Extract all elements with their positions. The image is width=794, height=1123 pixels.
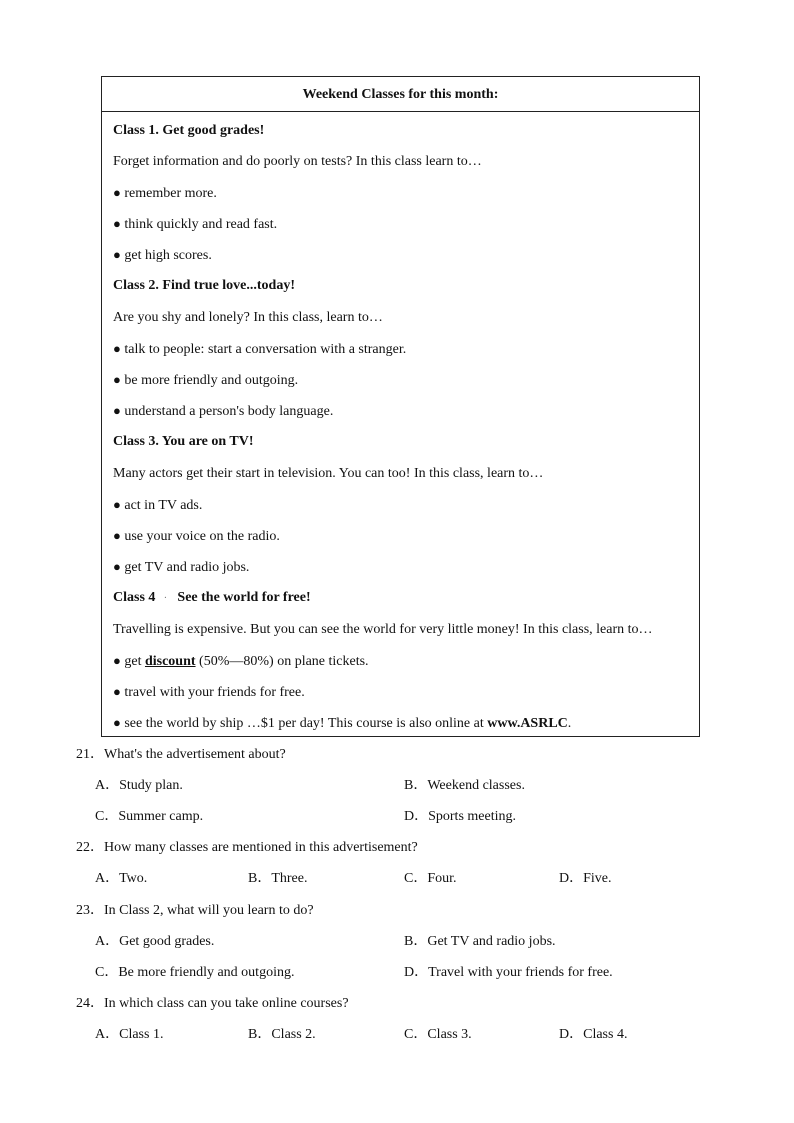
option: A．Get good grades. xyxy=(95,934,215,949)
class2-bullet: ● be more friendly and outgoing. xyxy=(113,372,299,388)
bullet-icon: ● xyxy=(113,715,121,730)
class3-heading: Class 3. You are on TV! xyxy=(113,434,254,449)
class1-intro: Forget information and do poorly on tests? In this class learn to… xyxy=(113,154,482,169)
advertisement-box xyxy=(101,76,700,737)
option: B．Weekend classes. xyxy=(404,778,525,793)
bullet-icon: ● xyxy=(113,528,121,543)
class1-bullet: ● get high scores. xyxy=(113,247,212,263)
class4-bullet: ● travel with your friends for free. xyxy=(113,684,305,700)
option: B．Class 2. xyxy=(248,1027,316,1042)
option: C．Class 3. xyxy=(404,1027,472,1042)
option: A．Study plan. xyxy=(95,778,183,793)
bullet-icon: ● xyxy=(113,497,121,512)
class4-bullet: ● see the world by ship …$1 per day! This course is also online at www.ASRLC. xyxy=(113,715,572,731)
bullet-icon: ● xyxy=(113,185,121,200)
class2-bullet: ● talk to people: start a conversation with a stranger. xyxy=(113,341,407,357)
bullet-icon: ● xyxy=(113,216,121,231)
class1-bullet: ● think quickly and read fast. xyxy=(113,216,278,232)
bullet-icon: ● xyxy=(113,653,121,668)
ad-title: Weekend Classes for this month: xyxy=(102,77,699,112)
option: A．Class 1. xyxy=(95,1027,164,1042)
option: D．Class 4. xyxy=(559,1027,628,1042)
option: C．Be more friendly and outgoing. xyxy=(95,965,295,980)
class3-bullet: ● use your voice on the radio. xyxy=(113,528,280,544)
bullet-icon: ● xyxy=(113,684,121,699)
class2-heading: Class 2. Find true love...today! xyxy=(113,278,295,293)
question-22: 22．How many classes are mentioned in this advertisement? xyxy=(76,840,418,855)
bullet-icon: ● xyxy=(113,403,121,418)
option: C．Summer camp. xyxy=(95,809,204,824)
bullet-icon: ● xyxy=(113,341,121,356)
bullet-icon: ● xyxy=(113,247,121,262)
option: B．Three. xyxy=(248,871,308,886)
discount-emphasis: discount xyxy=(144,654,196,669)
course-website: www.ASRLC xyxy=(487,716,568,731)
option: B．Get TV and radio jobs. xyxy=(404,934,556,949)
class4-intro: Travelling is expensive. But you can see the world for very little money! In this class, learn to… xyxy=(113,622,653,637)
option: C．Four. xyxy=(404,871,457,886)
class1-bullet: ● remember more. xyxy=(113,185,217,201)
option: A．Two. xyxy=(95,871,148,886)
option: D．Travel with your friends for free. xyxy=(404,965,613,980)
question-21: 21．What's the advertisement about? xyxy=(76,747,286,762)
class2-bullet: ● understand a person's body language. xyxy=(113,403,334,419)
class3-intro: Many actors get their start in television. You can too! In this class, learn to… xyxy=(113,466,544,481)
bullet-icon: ● xyxy=(113,372,121,387)
class4-bullet: ● get discount (50%—80%) on plane tickets. xyxy=(113,653,369,669)
bullet-icon: ● xyxy=(113,559,121,574)
class3-bullet: ● get TV and radio jobs. xyxy=(113,559,250,575)
class1-heading: Class 1. Get good grades! xyxy=(113,123,265,138)
option: D．Sports meeting. xyxy=(404,809,516,824)
question-23: 23．In Class 2, what will you learn to do? xyxy=(76,903,314,918)
option: D．Five. xyxy=(559,871,612,886)
question-24: 24．In which class can you take online courses? xyxy=(76,996,349,1011)
class2-intro: Are you shy and lonely? In this class, learn to… xyxy=(113,310,383,325)
class3-bullet: ● act in TV ads. xyxy=(113,497,203,513)
class4-heading: Class 4 · See the world for free! xyxy=(113,590,311,605)
